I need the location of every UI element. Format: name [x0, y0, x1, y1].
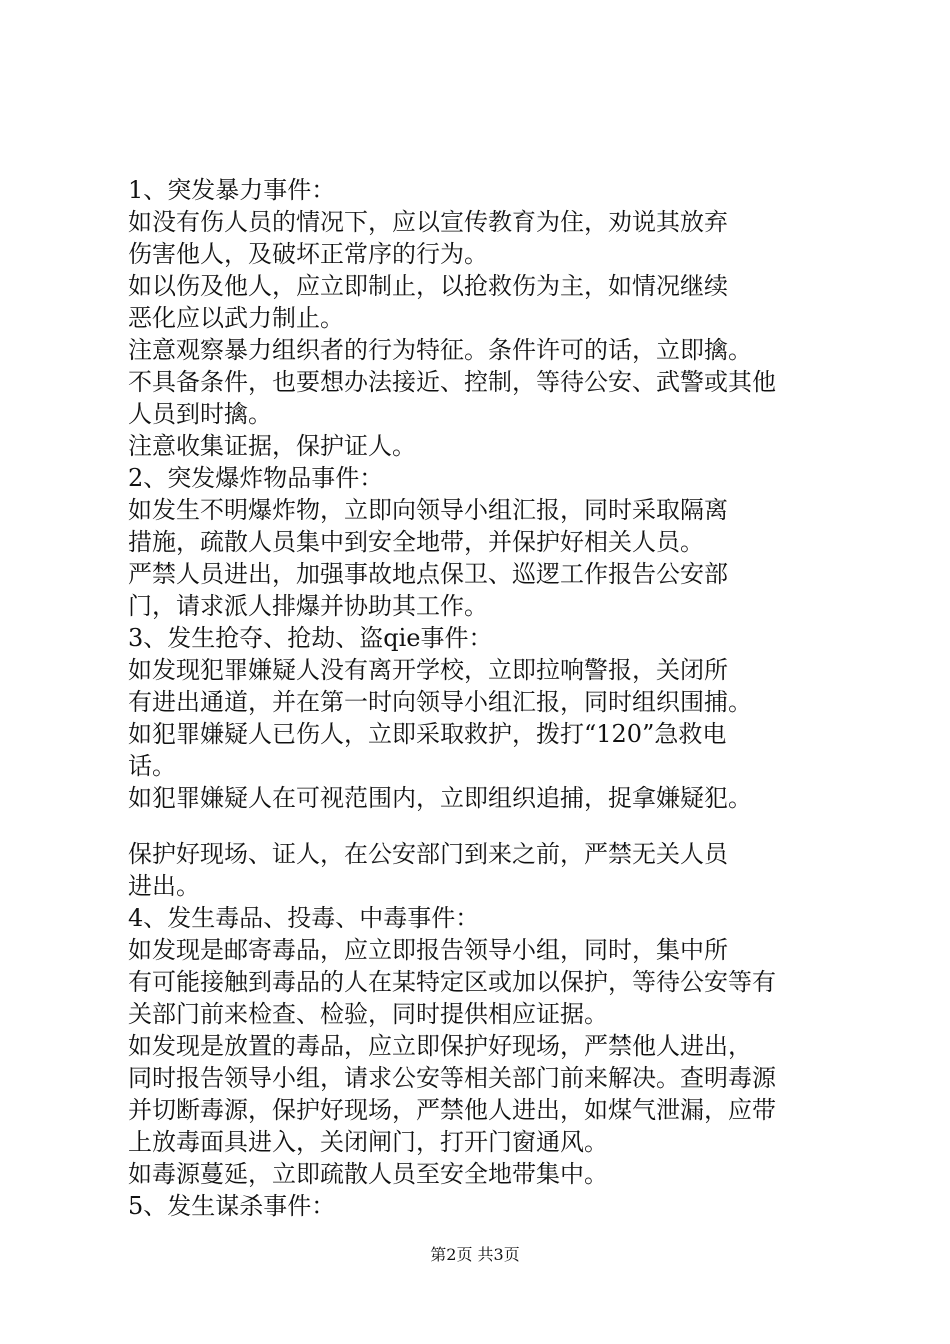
- text-line: 如发现犯罪嫌疑人没有离开学校，立即拉响警报，关闭所: [128, 656, 728, 684]
- text-line: 如犯罪嫌疑人在可视范围内，立即组织追捕，捉拿嫌疑犯。: [128, 784, 752, 812]
- text-line: 进出。: [128, 872, 200, 900]
- text-line: 如发现是邮寄毒品，应立即报告领导小组，同时，集中所: [128, 936, 728, 964]
- text-line: 措施，疏散人员集中到安全地带，并保护好相关人员。: [128, 528, 704, 556]
- text-line: 如毒源蔓延，立即疏散人员至安全地带集中。: [128, 1160, 608, 1188]
- text-line: 如发现是放置的毒品，应立即保护好现场，严禁他人进出，: [128, 1032, 752, 1060]
- text-line: 伤害他人，及破坏正常序的行为。: [128, 240, 488, 268]
- text-line: 恶化应以武力制止。: [128, 304, 344, 332]
- text-line: 保护好现场、证人，在公安部门到来之前，严禁无关人员: [128, 840, 728, 868]
- text-line: 上放毒面具进入，关闭闸门，打开门窗通风。: [128, 1128, 608, 1156]
- text-line: 如没有伤人员的情况下，应以宣传教育为住，劝说其放弃: [128, 208, 728, 236]
- text-line: 如以伤及他人，应立即制止，以抢救伤为主，如情况继续: [128, 272, 728, 300]
- text-line: 并切断毒源，保护好现场，严禁他人进出，如煤气泄漏，应带: [128, 1096, 776, 1124]
- text-line: 如发生不明爆炸物，立即向领导小组汇报，同时采取隔离: [128, 496, 728, 524]
- text-line: 严禁人员进出，加强事故地点保卫、巡逻工作报告公安部: [128, 560, 728, 588]
- text-line: 注意收集证据，保护证人。: [128, 432, 416, 460]
- text-line: 话。: [128, 752, 176, 780]
- text-line: 1、突发暴力事件：: [128, 176, 336, 204]
- text-line: 4、发生毒品、投毒、中毒事件：: [128, 904, 480, 932]
- page-footer: 第2页 共3页: [430, 1245, 520, 1264]
- text-line: 5、发生谋杀事件：: [128, 1192, 336, 1220]
- text-line: 同时报告领导小组，请求公安等相关部门前来解决。查明毒源: [128, 1064, 776, 1092]
- text-line: 注意观察暴力组织者的行为特征。条件许可的话，立即擒。: [128, 336, 752, 364]
- text-line: 有可能接触到毒品的人在某特定区或加以保护，等待公安等有: [128, 968, 776, 996]
- text-line: 门，请求派人排爆并协助其工作。: [128, 592, 488, 620]
- text-line: 3、发生抢夺、抢劫、盗qie事件：: [128, 624, 493, 652]
- text-line: 有进出通道，并在第一时向领导小组汇报，同时组织围捕。: [128, 688, 752, 716]
- text-line: 如犯罪嫌疑人已伤人，立即采取救护，拨打“120”急救电: [128, 720, 727, 748]
- text-line: 人员到时擒。: [128, 400, 272, 428]
- text-line: 关部门前来检查、检验，同时提供相应证据。: [128, 1000, 608, 1028]
- text-line: 2、突发爆炸物品事件：: [128, 464, 384, 492]
- text-line: 不具备条件，也要想办法接近、控制，等待公安、武警或其他: [128, 368, 776, 396]
